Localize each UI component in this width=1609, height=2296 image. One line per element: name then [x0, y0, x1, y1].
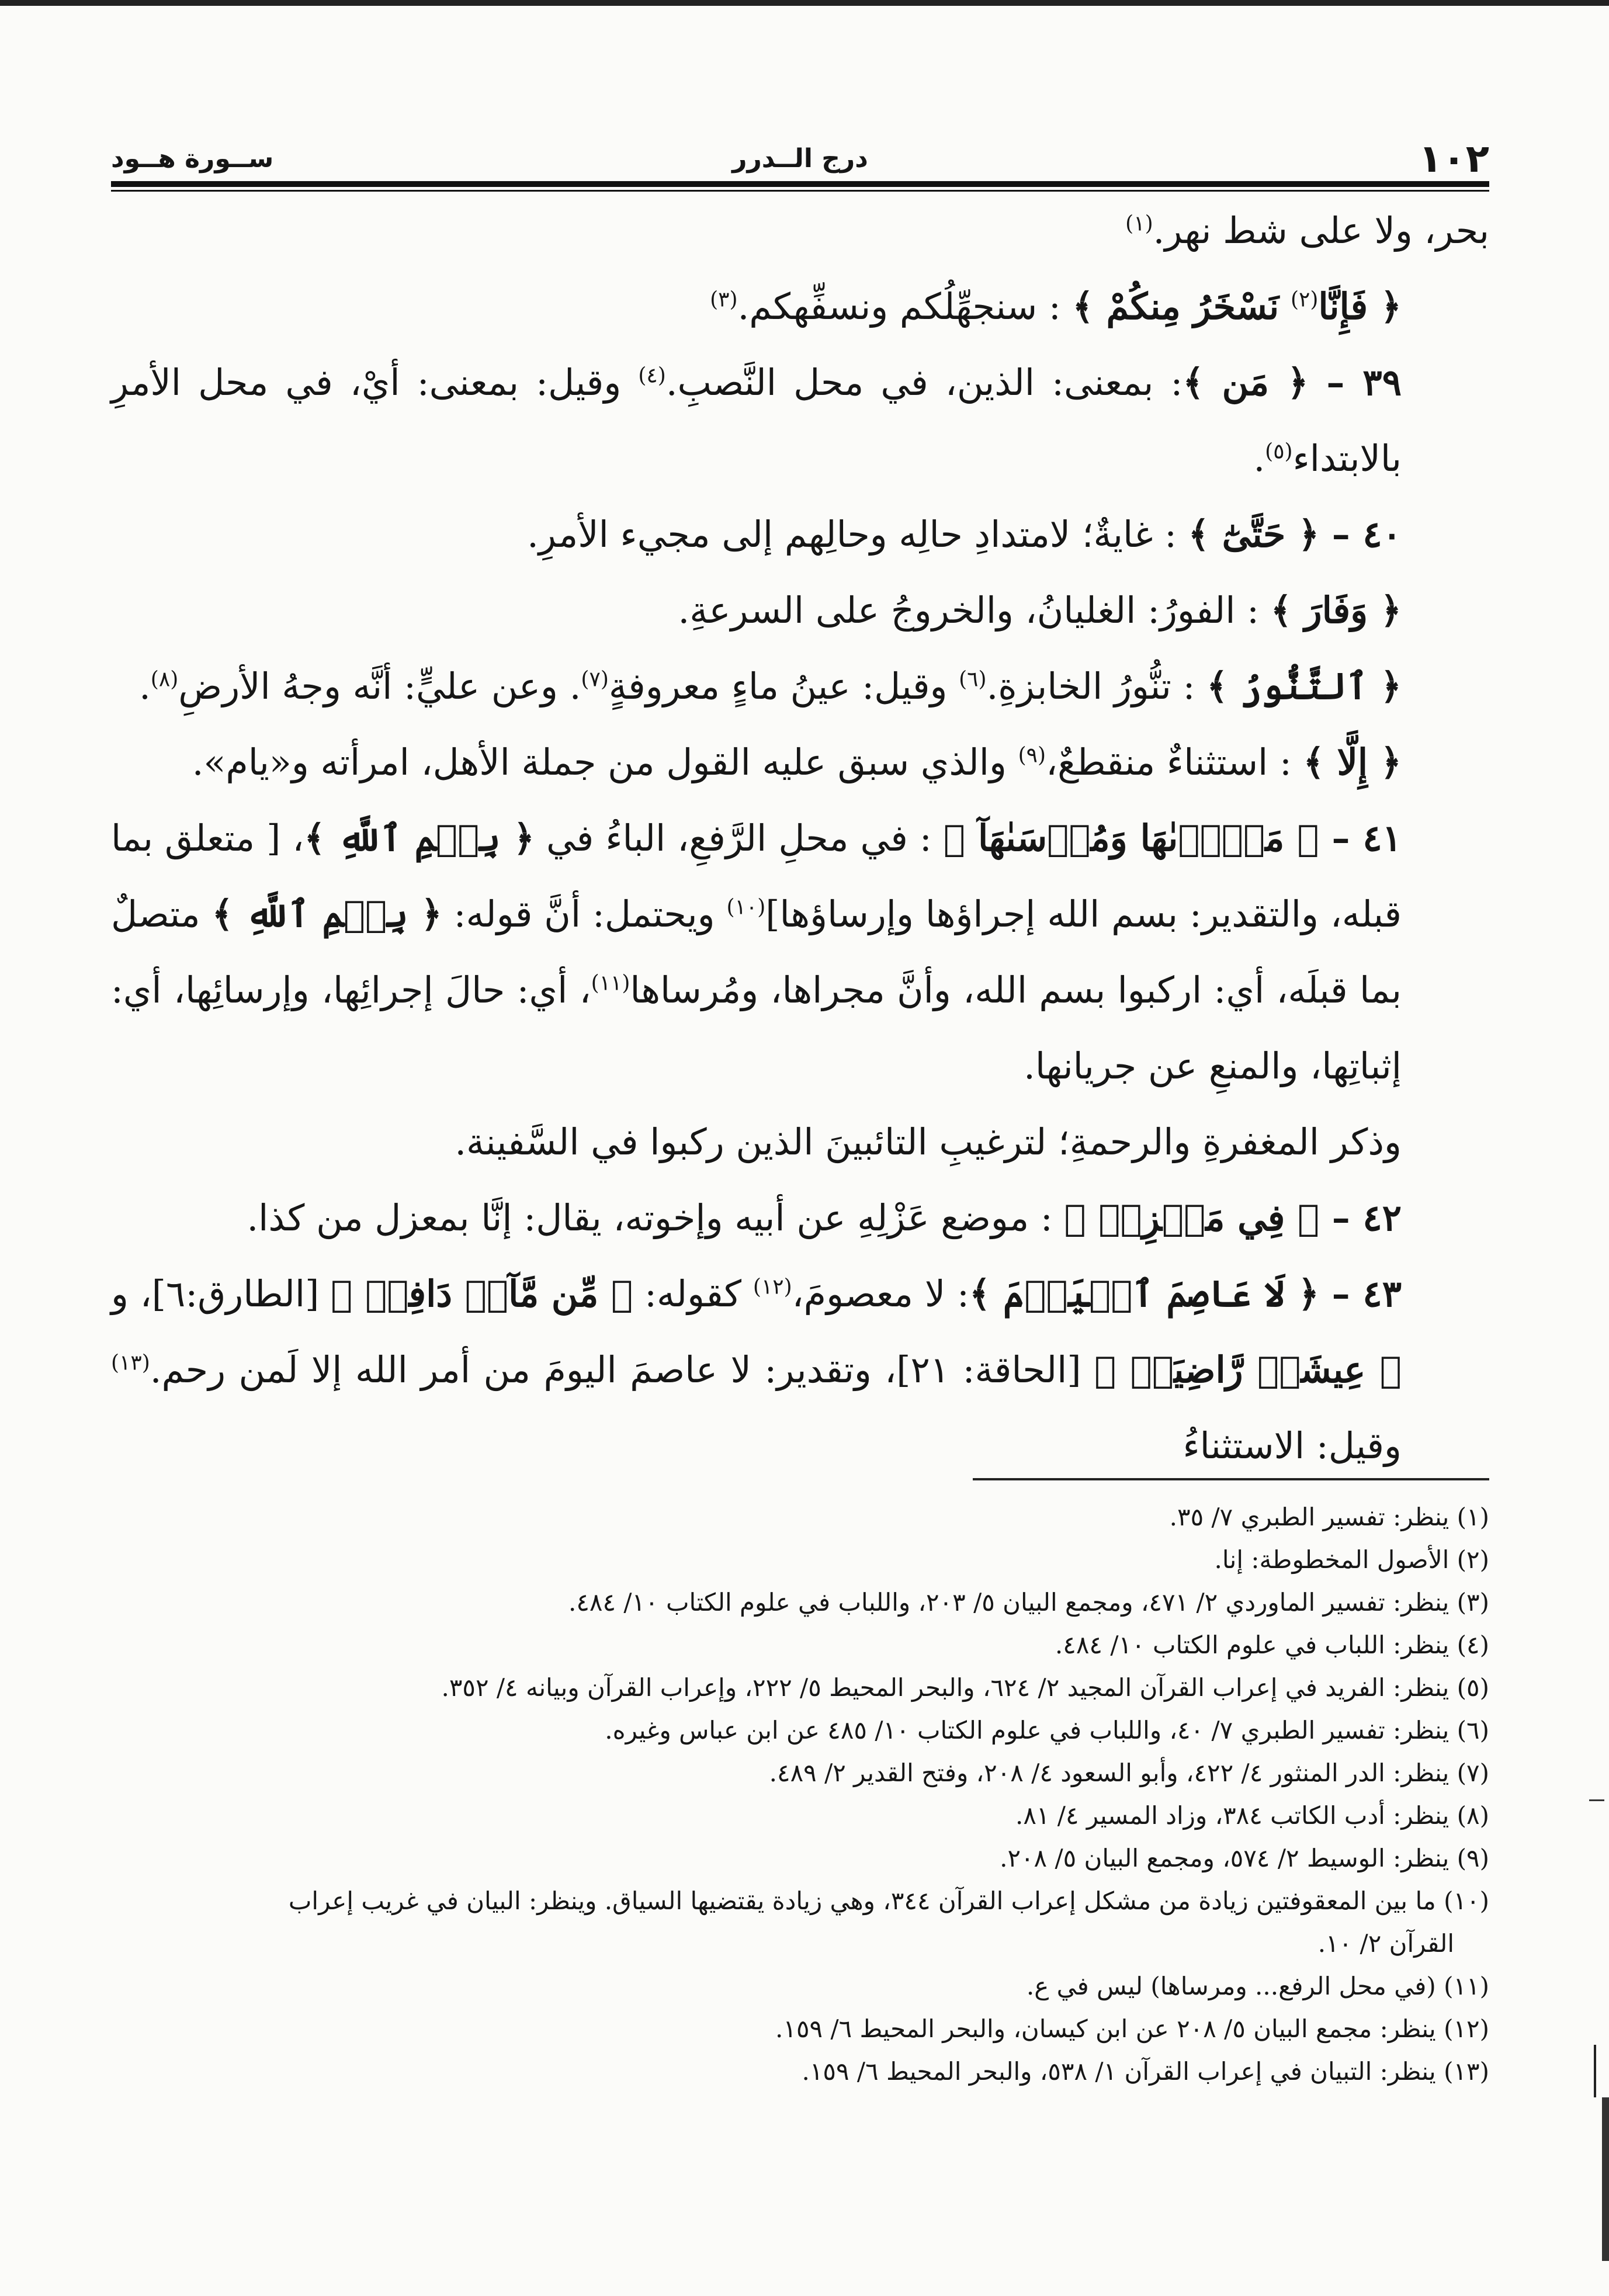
text-run: : استثناءٌ منقطعٌ، [1046, 741, 1303, 783]
text-run: : سنجهِّلُكم ونسفِّهكم. [737, 285, 1073, 328]
surah-name: ســورة هــود [111, 144, 274, 174]
verse-number: ٤٠ – [1319, 513, 1402, 556]
paragraph [111, 1104, 1489, 1180]
paragraph [111, 648, 1489, 724]
paragraph [111, 573, 1489, 648]
book-title: درج الــدرر [732, 144, 868, 174]
quran-quote: ﴿ فَإِنَّا [1318, 285, 1402, 328]
scan-edge-mark [1589, 1799, 1604, 1801]
text-run: . [1253, 437, 1265, 480]
quran-quote: ﴿ مَجۡرٜىٰهَا وَمُرۡسَىٰهَآ ﴾ [943, 817, 1319, 859]
scan-edge-mark [1602, 2097, 1609, 2261]
footnote: (١٣) ينظر: التبيان في إعراب القرآن ١/ ٥٣٨، والبحر المحيط ٦/ ١٥٩. [802, 2057, 1489, 2086]
text-run: كقوله: [633, 1272, 753, 1315]
text-run: : لا معصومَ، [792, 1272, 969, 1315]
text-run: : الفورُ: الغليانُ، والخروجُ على السرعةِ. [678, 589, 1271, 632]
header-rule [111, 181, 1489, 187]
quran-quote: ﴿ بِسۡمِ ٱللَّهِ ﴾ [211, 893, 442, 935]
footnote: (٩) ينظر: الوسيط ٢/ ٥٧٤، ومجمع البيان ٥/ ٢٠٨. [1000, 1844, 1489, 1872]
paragraph [111, 345, 1489, 497]
quran-quote: ﴿ لَا عَاصِمَ ٱلۡيَوۡمَ ﴾ [969, 1272, 1319, 1315]
footnote: (٤) ينظر: اللباب في علوم الكتاب ١٠/ ٤٨٤. [1055, 1631, 1489, 1659]
page-number: ١٠٢ [1419, 136, 1489, 181]
paragraph [111, 1256, 1489, 1484]
footnote-ref: (١٢) [753, 1275, 792, 1299]
footnote: (٥) ينظر: الفريد في إعراب القرآن المجيد ٢/ ٦٢٤، والبحر المحيط ٥/ ٢٢٢، وإعراب القرآن وبيانه ٤/ ٣٥٢. [441, 1673, 1489, 1702]
footnote-ref: (٩) [1018, 743, 1046, 768]
quran-quote: نَسْخَرُ مِنكُمْ ﴾ [1072, 285, 1279, 328]
footnote: (١٢) ينظر: مجمع البيان ٥/ ٢٠٨ عن ابن كيسان، والبحر المحيط ٦/ ١٥٩. [775, 2014, 1489, 2043]
footnotes [111, 1496, 1489, 2093]
text-run: : بمعنى: الذين، في محل النَّصبِ. [665, 361, 1183, 404]
footnote-ref: (١٣) [111, 1351, 150, 1375]
footnote-ref: (١) [1125, 211, 1153, 236]
main-text [111, 193, 1489, 1484]
text-run: [الطارق:٦]، و [111, 1272, 331, 1315]
footnote: (٦) ينظر: تفسير الطبري ٧/ ٤٠، واللباب في علوم الكتاب ١٠/ ٤٨٥ عن ابن عباس وغيره. [605, 1716, 1489, 1744]
quran-quote: ﴿ بِسۡمِ ٱللَّهِ ﴾ [304, 817, 535, 859]
footnote: (١) ينظر: تفسير الطبري ٧/ ٣٥. [1169, 1503, 1489, 1531]
text-run: والذي سبق عليه القول من جملة الأهل، امرأته و«يام». [192, 741, 1018, 783]
quran-quote: ﴿ مِّن مَّآءٖ دَافِقٖ ﴾ [331, 1272, 633, 1315]
text-run: . وعن عليٍّ: أنَّه وجهُ الأرضِ [178, 665, 581, 707]
footnote-ref: (٨) [150, 667, 179, 692]
footnote-ref: (٧) [581, 667, 609, 692]
text-run: : تنُّورُ الخابزةِ. [986, 665, 1207, 707]
paragraph [111, 193, 1489, 269]
footnote: (٨) ينظر: أدب الكاتب ٣٨٤، وزاد المسير ٤/ ٨١. [1015, 1801, 1489, 1830]
text-run: [الحاقة: ٢١]، وتقدير: لا عاصمَ اليومَ من أمر الله إلا لَمن رحم. [150, 1348, 1095, 1391]
footnote-continuation: القرآن ٢/ ١٠. [1317, 1929, 1454, 1958]
text-run: متصلٌ بما قبلَه، أي: اركبوا بسم الله، وأنَّ مجراها، ومُرساها [111, 893, 1402, 1011]
footnote: (١١) (في محل الرفع... ومرساها) ليس في ع. [1026, 1972, 1489, 2000]
quran-quote: ﴿ عِيشَةٖ رَّاضِيَةٖ ﴾ [1094, 1348, 1402, 1391]
quran-quote: ﴿ مَن ﴾ [1183, 361, 1309, 404]
footnote-ref: (١٠) [726, 895, 766, 920]
footnote-ref: (٤) [638, 363, 666, 388]
paragraph [111, 269, 1489, 345]
quran-quote: ﴿ إِلَّا ﴾ [1303, 741, 1402, 783]
scan-edge-mark [1594, 2045, 1596, 2097]
footnote: (٢) الأصول المخطوطة: إنا. [1214, 1545, 1489, 1574]
running-header [111, 126, 1489, 181]
footnote-ref: (١١) [591, 971, 630, 996]
text-run: ويحتمل: أنَّ قوله: [442, 893, 727, 935]
text-run: : في محلِ الرَّفعِ، الباءُ في [534, 817, 944, 859]
text-run: ، أي: حالَ إجرائِها، وإرسائِها، أي: إثباتِها، والمنعِ عن جريانها. [111, 969, 1402, 1087]
footnote: (٧) ينظر: الدر المنثور ٤/ ٤٢٢، وأبو السعود ٤/ ٢٠٨، وفتح القدير ٢/ ٤٨٩. [769, 1759, 1489, 1787]
footnote-separator [973, 1478, 1489, 1480]
text-run: . [139, 665, 151, 707]
text-run: وقيل: الاستثناءُ [1183, 1424, 1402, 1467]
footnote-ref: (٣) [710, 287, 738, 312]
text-run: وقيل: عينُ ماءٍ معروفةٍ [608, 665, 959, 707]
top-edge-rule [0, 0, 1609, 6]
quran-quote: ﴿ فِي مَعۡزِلٖ ﴾ [1064, 1196, 1320, 1239]
footnote: (٣) ينظر: تفسير الماوردي ٢/ ٤٧١، ومجمع البيان ٥/ ٢٠٣، واللباب في علوم الكتاب ١٠/ ٤٨٤. [568, 1588, 1489, 1617]
paragraph [111, 800, 1489, 1104]
footnote: (١٠) ما بين المعقوفتين زيادة من مشكل إعراب القرآن ٣٤٤، وهي زيادة يقتضيها السياق. وينظر: البيان في غريب إعراب [288, 1886, 1489, 1915]
footnote-ref: (٥) [1265, 439, 1293, 464]
verse-number: ٤١ – [1319, 817, 1402, 859]
text-run: وقيل: بمعنى: أيْ، في محل الأمرِ بالابتداء [111, 361, 1402, 480]
text-run: : غايةٌ؛ لامتدادِ حالِه وحالِهم إلى مجيء الأمرِ. [527, 513, 1188, 556]
text-run: : موضع عَزْلِهِ عن أبيه وإخوته، يقال: إنَّا بمعزل من كذا. [247, 1196, 1064, 1239]
header-rule-thin [111, 190, 1489, 192]
footnote-ref: (٢) [1290, 287, 1319, 312]
paragraph [111, 1180, 1489, 1256]
text-run: بحر، ولا على شط نهر. [1153, 209, 1489, 252]
verse-number: ٣٩ – [1308, 361, 1402, 404]
paragraph [111, 497, 1489, 573]
verse-number: ٤٢ – [1319, 1196, 1402, 1239]
verse-number: ٤٣ – [1319, 1272, 1402, 1315]
paragraph [111, 724, 1489, 800]
quran-quote: ﴿ ٱلتَّنُّورُ ﴾ [1206, 665, 1402, 707]
quran-quote: ﴿ حَتَّىٰٓ ﴾ [1188, 513, 1320, 556]
quran-quote: ﴿ وَفَارَ ﴾ [1270, 589, 1402, 632]
footnote-ref: (٦) [959, 667, 987, 692]
text-run: وذكر المغفرةِ والرحمةِ؛ لترغيبِ التائبينَ الذين ركبوا في السَّفينة. [455, 1121, 1402, 1163]
text-run: ، [ متعلق بما قبله، والتقدير: بسم الله إجراؤها وإرساؤها] [111, 817, 1402, 935]
